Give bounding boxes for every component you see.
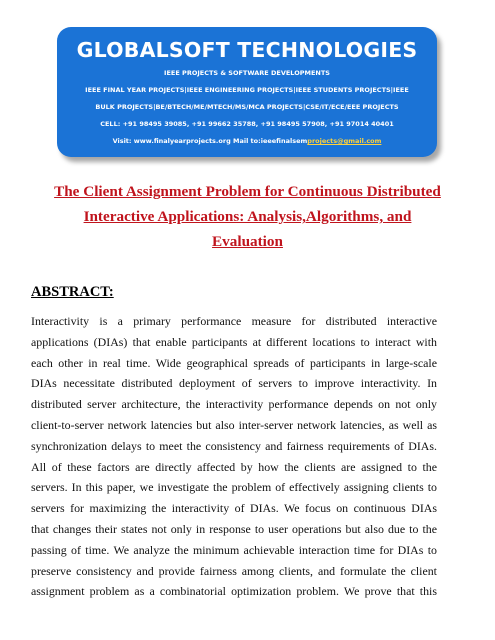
abstract-line: distributed server architecture, the interactivity performance depends on not only (31, 397, 437, 412)
tagline: IEEE PROJECTS & SOFTWARE DEVELOPMENTS (164, 69, 330, 77)
abstract-line: DIAs necessitate distributed deployment of servers to improve interactivity. In (31, 376, 437, 391)
abstract-line: client-to-server network latencies but also inter-server network latencies, as well as (31, 417, 437, 432)
company-name: GLOBALSOFT TECHNOLOGIES (76, 38, 418, 62)
abstract-line: preserve consistency and provide fairness among clients, and formulate the client (31, 563, 437, 578)
title-line-3: Evaluation (212, 233, 283, 250)
project-degrees: BULK PROJECTS|BE/BTECH/ME/MTECH/MS/MCA PROJECTS|CSE/IT/ECE/EEE PROJECTS (95, 103, 399, 111)
paper-title (40, 179, 455, 254)
abstract-heading: ABSTRACT: (31, 284, 114, 300)
title-line-1: The Client Assignment Problem for Continuous Distributed (54, 183, 441, 200)
abstract-line: All of these factors are directly affected by how the clients are assigned to the (31, 459, 437, 474)
title-line-2: Interactive Applications: Analysis,Algorithms, and (83, 208, 412, 225)
abstract-line: each other in real time. Wide geographical spreads of participants in large-scale (31, 355, 437, 370)
contact-web-mail (57, 137, 437, 145)
header-banner (57, 27, 437, 157)
contact-phones: CELL: +91 98495 39085, +91 99662 35788, +91 98495 57908, +91 97014 40401 (100, 120, 394, 128)
project-categories: IEEE FINAL YEAR PROJECTS|IEEE ENGINEERING PROJECTS|IEEE STUDENTS PROJECTS|IEEE (85, 86, 409, 94)
email-link[interactable]: projects@gmail.com (307, 137, 382, 145)
abstract-line: applications (DIAs) that enable participants at different locations to interact with (31, 334, 437, 349)
abstract-line: servers for maximizing the interactivity of DIAs. We focus on continuous DIAs (31, 501, 437, 516)
abstract-line: synchronization delays to meet the consistency and fairness requirements of DIAs. (31, 438, 437, 453)
abstract-line: passing of time. We analyze the minimum achievable interaction time for DIAs to (31, 542, 437, 557)
abstract-line: Interactivity is a primary performance measure for distributed interactive (31, 314, 437, 328)
abstract-line: that changes their states not only in response to user operations but also due to the (31, 521, 437, 536)
abstract-line: servers. In this paper, we investigate the problem of effectively assigning clients to (31, 480, 437, 495)
visit-mail-text: Visit: www.finalyearprojects.org Mail to:ieeefinalsem (112, 137, 308, 145)
abstract-line: assignment problem as a combinatorial optimization problem. We prove that this (31, 584, 437, 599)
abstract-body (31, 311, 437, 602)
